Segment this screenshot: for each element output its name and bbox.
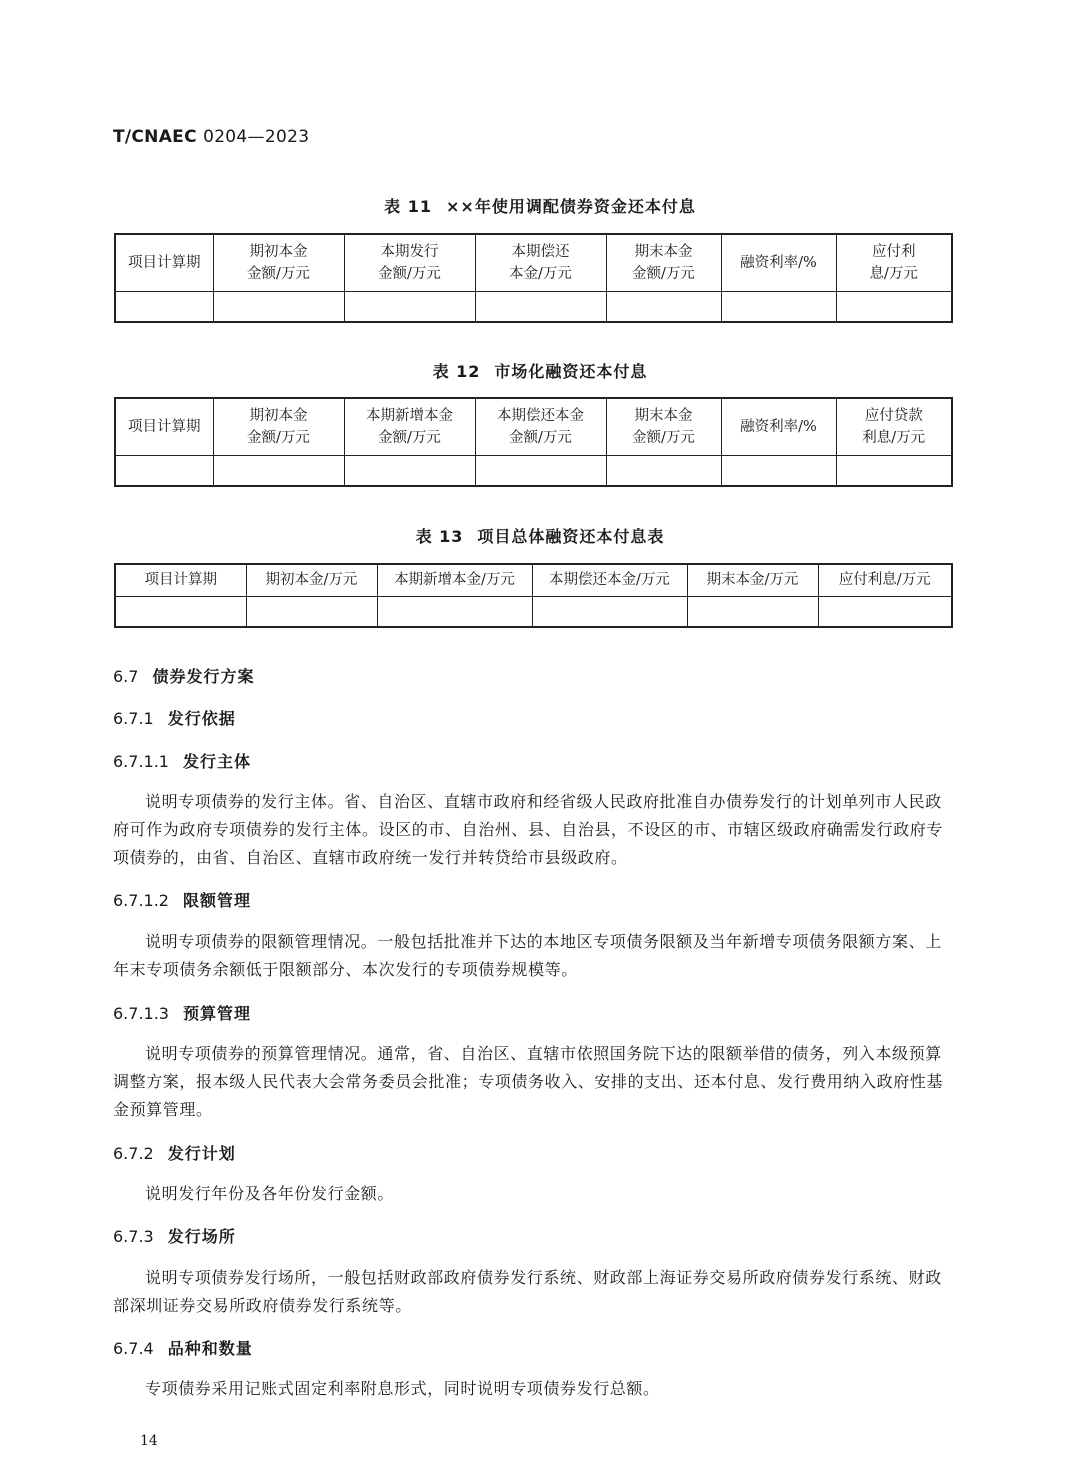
table-13-caption	[0, 524, 1080, 547]
section-heading-6-7-2	[113, 1141, 236, 1164]
paragraph-issuer: 说明专项债券的发行主体。省、自治区、直辖市政府和经省级人民政府批准自办债券发行的计划单列市人民政府可作为政府专项债券的发行主体。设区的市、自治州、县、自治县，不设区的市、市辖区级政府确需发行政府专项债券的，由省、自治区、直辖市政府统一发行并转贷给市县级政府。	[113, 792, 944, 867]
table-cell	[115, 291, 213, 322]
table-11	[114, 233, 953, 323]
table-header-cell: 本期发行 金额/万元	[344, 234, 475, 291]
section-number: 6.7.4	[113, 1339, 154, 1358]
section-number: 6.7.1.2	[113, 891, 169, 910]
table-header-cell: 融资利率/%	[721, 398, 836, 455]
table-header-cell: 本期新增本金/万元	[377, 564, 532, 596]
table-cell	[836, 455, 952, 486]
table-11-label: 表 11	[384, 197, 432, 216]
paragraph-quota-management: 说明专项债券的限额管理情况。一般包括批准并下达的本地区专项债务限额及当年新增专项债务限额方案、上年末专项债务余额低于限额部分、本次发行的专项债券规模等。	[113, 932, 942, 979]
section-number: 6.7	[113, 667, 139, 686]
section-title: 发行依据	[167, 709, 236, 728]
table-cell	[606, 291, 721, 322]
table-header-cell: 项目计算期	[115, 398, 213, 455]
table-13	[114, 563, 953, 628]
table-header-cell: 应付利息/万元	[818, 564, 952, 596]
section-number: 6.7.1.3	[113, 1004, 169, 1023]
paragraph-types-and-quantity: 专项债券采用记账式固定利率附息形式，同时说明专项债券发行总额。	[145, 1379, 660, 1398]
table-header-cell: 应付贷款 利息/万元	[836, 398, 952, 455]
section-number: 6.7.2	[113, 1144, 154, 1163]
table-cell	[721, 455, 836, 486]
table-13-title: 项目总体融资还本付息表	[477, 527, 665, 546]
section-heading-6-7-1	[113, 706, 236, 729]
section-number: 6.7.1.1	[113, 752, 169, 771]
section-title: 预算管理	[182, 1004, 251, 1023]
table-cell	[246, 596, 377, 627]
table-header-cell: 期末本金/万元	[687, 564, 818, 596]
table-header-cell: 融资利率/%	[721, 234, 836, 291]
table-12-title: 市场化融资还本付息	[494, 362, 648, 381]
table-header-cell: 应付利 息/万元	[836, 234, 952, 291]
section-title: 品种和数量	[167, 1339, 253, 1358]
section-title: 限额管理	[182, 891, 251, 910]
table-header-cell: 期初本金 金额/万元	[213, 234, 344, 291]
section-heading-6-7-1-2	[113, 888, 251, 911]
table-11-caption	[0, 194, 1080, 217]
table-header-cell: 期末本金 金额/万元	[606, 234, 721, 291]
table-cell	[377, 596, 532, 627]
table-header-cell: 期末本金 金额/万元	[606, 398, 721, 455]
table-header-cell: 本期新增本金 金额/万元	[344, 398, 475, 455]
table-12	[114, 397, 953, 487]
table-cell	[344, 455, 475, 486]
section-number: 6.7.3	[113, 1227, 154, 1246]
table-cell	[115, 455, 213, 486]
table-13-label: 表 13	[415, 527, 464, 546]
section-number: 6.7.1	[113, 709, 154, 728]
table-header-cell: 项目计算期	[115, 564, 246, 596]
table-cell	[836, 291, 952, 322]
table-header-cell: 期初本金/万元	[246, 564, 377, 596]
table-cell	[213, 455, 344, 486]
section-heading-6-7	[113, 664, 254, 687]
table-cell	[475, 455, 606, 486]
standard-prefix: T/CNAEC	[113, 127, 197, 147]
table-header-cell: 项目计算期	[115, 234, 213, 291]
section-heading-6-7-3	[113, 1224, 236, 1247]
table-cell	[687, 596, 818, 627]
table-cell	[721, 291, 836, 322]
section-title: 发行主体	[182, 752, 251, 771]
section-heading-6-7-1-3	[113, 1001, 251, 1024]
paragraph-issuance-plan: 说明发行年份及各年份发行金额。	[145, 1184, 395, 1203]
section-heading-6-7-1-1	[113, 749, 251, 772]
table-header-cell: 本期偿还本金/万元	[532, 564, 687, 596]
page-number: 14	[140, 1433, 158, 1449]
table-header-cell: 期初本金 金额/万元	[213, 398, 344, 455]
table-cell	[475, 291, 606, 322]
standard-number: 0204—2023	[203, 127, 310, 147]
table-cell	[213, 291, 344, 322]
paragraph-issuance-venue: 说明专项债券发行场所，一般包括财政部政府债券发行系统、财政部上海证券交易所政府债券发行系统、财政部深圳证券交易所政府债券发行系统等。	[113, 1268, 942, 1315]
table-row	[115, 291, 952, 322]
table-row	[115, 596, 952, 627]
table-cell	[532, 596, 687, 627]
section-heading-6-7-4	[113, 1336, 253, 1359]
table-cell	[115, 596, 246, 627]
table-cell	[818, 596, 952, 627]
table-12-caption	[0, 359, 1080, 382]
paragraph-budget-management: 说明专项债券的预算管理情况。通常，省、自治区、直辖市依照国务院下达的限额举借的债务，列入本级预算调整方案，报本级人民代表大会常务委员会批准；专项债务收入、安排的支出、还本付息、发行费用纳入政府性基金预算管理。	[113, 1044, 944, 1119]
table-12-label: 表 12	[432, 362, 481, 381]
table-row	[115, 455, 952, 486]
section-title: 债券发行方案	[152, 667, 255, 686]
section-title: 发行场所	[167, 1227, 236, 1246]
table-11-title: ××年使用调配债券资金还本付息	[446, 197, 696, 216]
table-cell	[606, 455, 721, 486]
table-header-cell: 本期偿还 本金/万元	[475, 234, 606, 291]
document-header	[113, 127, 309, 147]
section-title: 发行计划	[167, 1144, 236, 1163]
table-cell	[344, 291, 475, 322]
table-header-cell: 本期偿还本金 金额/万元	[475, 398, 606, 455]
